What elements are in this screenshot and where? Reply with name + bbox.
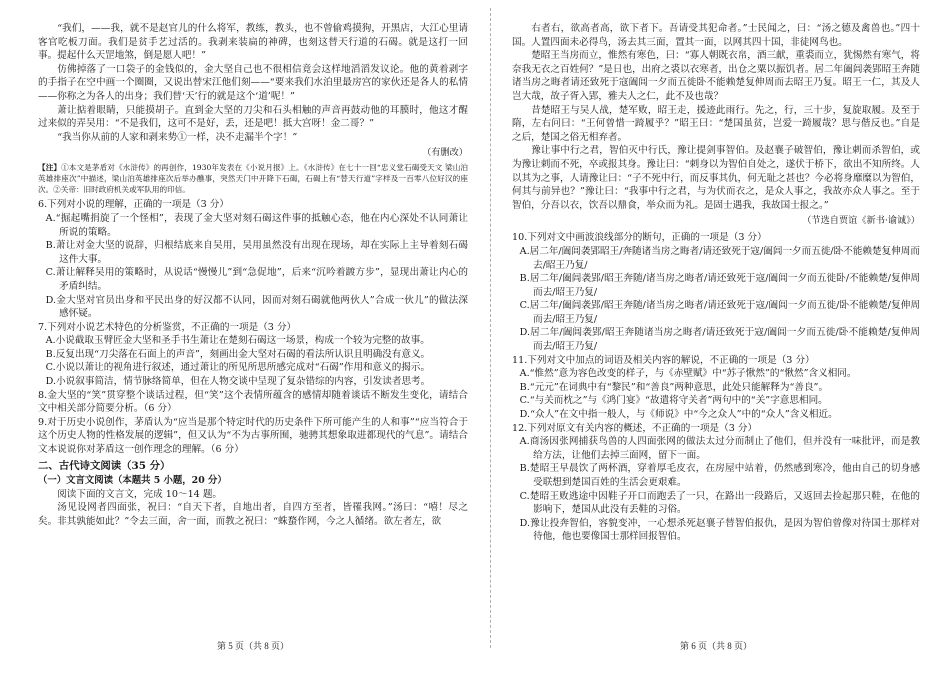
option-a: A.居二年/阖闾袭郢昭王/奔随诸当房之晦者/请还致死于寇/阖闾一夕而五徙/卧不能赖楚复伸周而去/昭王乃复/: [519, 245, 920, 271]
footnote-label: 【注】: [38, 163, 62, 173]
question-stem: 6.下列对小说的理解，正确的一项是（3 分）: [38, 199, 229, 211]
passage-paragraph: 豫让事中行之君，智伯灭中行氏，豫让提剑事智伯。及赵襄子破智伯，豫让刺而杀智伯，或为豫让刺而不死，卒或报其身。豫让曰：“刺身以为智伯自处之，遂伏于桥下，欲出不知所终。人以其为之事，人请豫让曰：“子不死中行，而反事其仇，何无耻之甚也？今必将身靡糜以为智伯，何其与前异也？”豫让曰：“我事中行之君，与为伏而衣之，是众人事之，我故亦众人事之。至于智伯，分吾以衣，饮吾以鼎食，举众而为礼。是固士遇我，我故国士报之。”: [512, 145, 920, 211]
section-title: 二、古代诗文阅读（35 分）: [38, 459, 171, 472]
passage-paragraph: 仿佛掉落了一口袋子的金钱似的，金大坚自己也不很相信竟会这样地滔滔发议论。他的黄着剥字的手指子在空中画一个圈圈，又说出替宋江他们刻——“要来我们水泊里最房宫的家伙还是各人的私情——你称之为各人的出身；我们替‘天’行的就是这个‘道’呢！”: [38, 63, 468, 102]
option-d: D.小说叙事简洁，情节脉络简单，但在人物交谈中呈现了复杂错综的内容，引发读者思考。: [45, 376, 431, 388]
question-9: [38, 416, 468, 457]
passage-paragraph: 昔楚昭王与吴人战，楚军败，昭王走，援迹此雨行。先之，行，三十步，复旋取履。及至于隋，左右问曰：“王何曾惜一踦履乎？”昭王曰：“楚国虽贫，岂爱一踦履哉？思与偕反也。”自是之后，楚国之俗无相弃者。: [512, 104, 920, 143]
classical-text: 汤见设网者四面张，祝曰：“自天下者，自地出者，自四方至者，皆罹我网。”汤曰：“嘻！尽之矣。非其孰能如此？”令去三面，舍一面，而教之祝曰：“蛛蝥作网，今之人循绪。欲左者左，欲: [38, 502, 468, 527]
option-c: C.居二年/阖闾袭郢/昭王奔随/诸当房之晦者/请还致死于寇/阖闾一夕而五徙/卧不能赖楚/复伸周而去/昭王乃复/: [519, 300, 920, 325]
option-c: C.“与关而枕之”与《鸿门宴》“故遣将守关者”两句中的“关”字意思相同。: [519, 395, 828, 407]
option-b: B.楚昭王早晨饮了两杯酒，穿着厚毛皮衣，在房屋中站着，仍然感到寒冷，他由自己的切身感受联想到楚国百姓的生活会更艰难。: [519, 463, 920, 488]
left-page: [38, 0, 468, 673]
option-d: D.居二年/阖闾袭郢/昭王奔随诸当房之晦者/请还致死于寇/阖闾一夕而五徙/卧不能赖楚/复伸周而去/昭王乃复/: [519, 327, 920, 353]
question-stem: 9.对于历史小说创作，茅盾认为“应当是那个特定时代的历史条件下所可能产生的人和事”“应当符合于这个历史人物的性格发展的逻辑”，但又认为“不为古事所囿，驰骋其想象取进都现代的气息”。请结合文本说说你对茅盾这一创作理念的理解。（6 分）: [38, 416, 468, 456]
option-c: C.楚昭王败逃途中因鞋子开口而跑丢了一只，在路出一段路后，又返回去捡起那只鞋，在他的影响下，楚国从此没有丢鞋的习俗。: [519, 490, 920, 516]
option-a: A.小说截取玉臂匠金大坚和圣手书生萧让在楚刻石碣这一场景，构成一个较为完整的故事。: [45, 335, 430, 347]
option-b: B.居二年/阖闾袭郢/昭王奔随/诸当房之晦者/请还致死于寇/阖闾一夕而五徙卧/不能赖楚/复伸周而去/昭王乃复/: [519, 273, 920, 298]
right-content: [512, 22, 920, 544]
option-b: B.萧让对金大坚的说辞，归根结底来自吴用，吴用虽然没有出现在现场，却在实际上主导着刻石碣这件大事。: [45, 240, 468, 265]
option-d: D.金大坚对官员出身和平民出身的好汉都不认同，因而对刻石碣就他两伙人”合成一伙儿”的做法深感怀疑。: [45, 294, 468, 320]
right-page: [512, 0, 920, 673]
passage-paragraph: 右者右，欲高者高，欲下者下。吾请受其犯命者。”士民闻之，曰：“汤之德及禽兽也。”四十国。人置四面未必得鸟，汤去其三面，置其一面，以网其四十国，非徒网鸟也。: [512, 23, 920, 48]
option-a: A.“惟然”意为容色改变的样子，与《赤壁赋》中“苏子愀然”的“愀然”含义相同。: [519, 368, 857, 380]
option-c: C.萧让解释吴用的策略时，从说话“慢慢儿”到“急促地”，后来“沉吟着踱方步”，显现出萧让内心的矛盾纠结。: [45, 267, 468, 292]
question-6: [38, 198, 468, 320]
question-8: [38, 389, 468, 416]
option-c: C.小说以萧让的视角进行叙述，通过萧让的所见所思所感完成对“石碣”作用和意义的揭示。: [45, 362, 431, 374]
question-stem: 10.下列对文中画波浪线部分的断句，正确的一项是（3 分）: [512, 232, 767, 244]
reading-instruction: 阅读下面的文言文，完成 10～14 题。: [57, 488, 223, 500]
question-stem: 12.下列对原文有关内容的概述，不正确的一项是（3 分）: [512, 422, 758, 434]
option-b: B.“元元”在词典中有“黎民”和“善良”两种意思，此处只能解释为“善良”。: [519, 381, 829, 393]
question-7: [38, 321, 468, 389]
question-10: [512, 231, 920, 353]
question-stem: 11.下列对文中加点的词语及相关内容的解说，不正确的一项是（3 分）: [512, 354, 815, 366]
footnote-text: ①本文是茅盾对《水浒传》的再创作，1930年发表在《小说月报》上。《水浒传》在七十一回“忠义堂石碣受天文 梁山泊英雄排座次”中描述，梁山泊英雄排座次后举办醮事，突然天门中开降下石碣，石碣上有“替天行道”字样及一百零八位好汉的座次。②关帝：旧时政府机关或军队用的印信。: [38, 163, 468, 195]
option-d: D.“众人”在文中指一般人，与《师说》中“今之众人”中的“众人”含义相近。: [519, 409, 838, 421]
page-footer: 第 5 页（共 8 页）: [216, 641, 289, 651]
option-a: A.商汤因张网捕获鸟兽的人四面张网的做法太过分而制止了他们，但并没有一味批评，而是教给方法，让他们去掉三面网，留下一面。: [519, 436, 920, 461]
question-stem: 8.金大坚的“笑”贯穿整个谈话过程，但“笑”这个表情所蕴含的感情却随着谈话不断发生变化，请结合文中相关部分简要分析。（6 分）: [38, 389, 468, 415]
author-tag: （有删改）: [422, 147, 468, 159]
passage-paragraph: “我们，——我，就不是赵官儿的什么将军，教练，教头，也不曾偷鸡摸狗，开黑店，大江心里请客官吃板刀面。我们是贫手艺过活的。我剥来装扁的神碑，也刻这替天行道的石碣。就是这打一回事。提起什么天罡地煞，倒是愿人吧！”: [38, 23, 468, 62]
passage-paragraph: 萧让掂着眼睛，只能摸胡子。直到金大坚的刀尖和石头相触的声音再鼓动他的耳膜时，他这才醒过来似的弄吴用：“不是我们，这可不是好，丢，还是吧！抵大宫呀！金二哥？”: [38, 104, 468, 130]
question-stem: 7.下列对小说艺术特色的分析鉴赏，不正确的一项是（3 分）: [38, 321, 297, 333]
option-b: B.反复出现“刀尖落在石面上的声音”，刻画出金大坚对石碣的看法所认识且明确没有意义。: [45, 348, 431, 360]
left-content: [38, 22, 468, 528]
subsection-title: （一）文言文阅读（本题共 5 小题，20 分）: [38, 474, 227, 486]
question-12: [512, 422, 920, 544]
option-d: D.豫让投奔智伯，容貌变冲，一心想杀死赵襄子替智伯报仇，是因为智伯曾像对待国士那样对待他，他也要像国士那样回报智伯。: [519, 517, 920, 543]
footnote: [38, 162, 468, 195]
passage-paragraph: 楚昭王当房而立，惟然有寒色，曰：“寡人朝既衣帛，酒三献，重裘而立，犹惕然有寒气，将奈我无衣之百姓何？”是日也，出府之裘以衣寒者，出仓之粟以振饥者。居二年阖闾袭郢昭王奔随诸当房之晦者请还致死于寇阖闾一夕而五徙卧不能赖楚复伸周而去昭王乃复。昭王一仁，其及人岂大哉，故子胥入郢，雅夫人之仁，此不及也哉？: [512, 50, 920, 102]
page-footer: 第 6 页（共 8 页）: [679, 641, 752, 651]
option-a: A.“掘起嘴捐旋了一个怪相”，表现了金大坚对刻石碣这件事的抵触心态，他在内心深处不认同萧让所说的策略。: [45, 212, 468, 238]
source-citation: （节选自贾谊《新书·谕诚》）: [802, 215, 920, 227]
question-11: [512, 354, 920, 422]
passage-paragraph: “我当你从前的人家和剥来势①一样，决不走漏半个字！”: [57, 131, 298, 143]
column-divider: [490, 8, 491, 648]
